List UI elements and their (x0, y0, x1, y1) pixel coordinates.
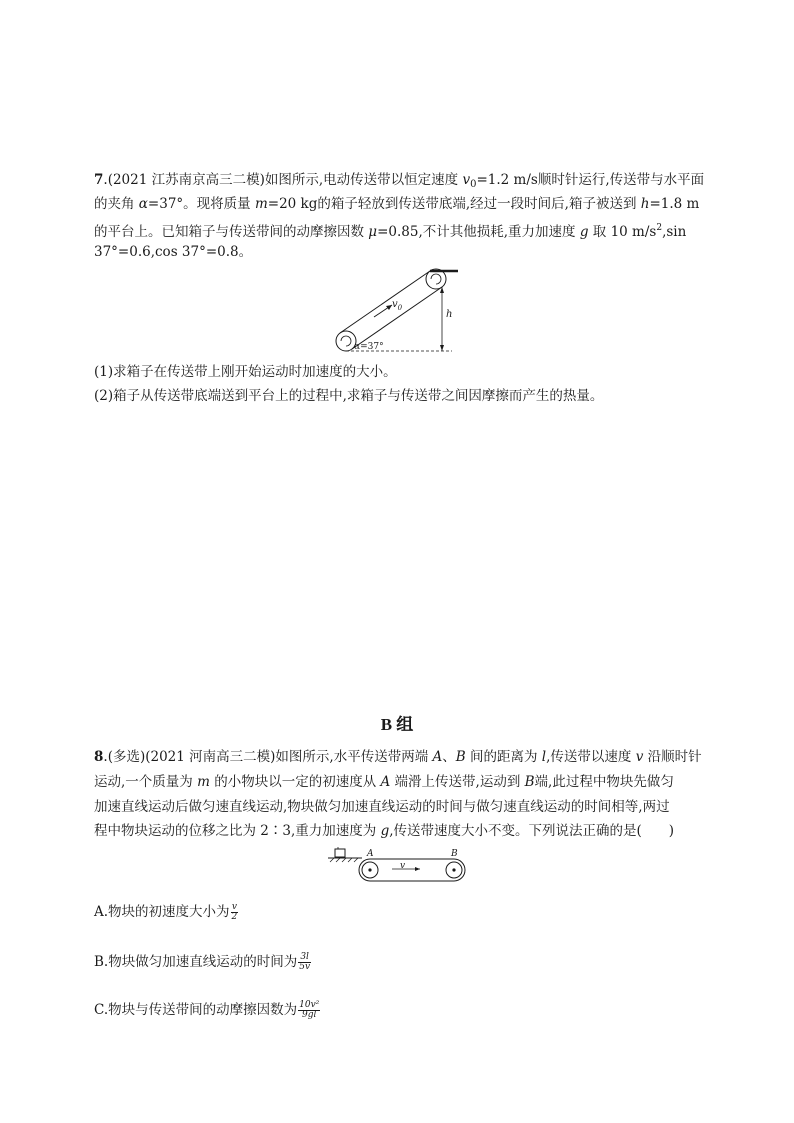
option-a-fraction: $\frac{v}{2}$ (231, 902, 238, 922)
h-label: h (446, 309, 453, 320)
angle-label: α=37° (354, 342, 384, 352)
belt-upper (340, 271, 430, 333)
q8-line-4: 程中物块运动的位移之比为 2∶3,重力加速度为 g,传送带速度大小不变。下列说法正确的是( ) (94, 823, 675, 839)
q8-line-3: 加速直线运动后做匀速直线运动,物块做匀加速直线运动的时间与做匀速直线运动的时间相等,两过 (94, 799, 670, 815)
bottom-roller-arrow (341, 336, 351, 346)
section-b-heading: B 组 (380, 715, 414, 734)
option-a: A.物块的初速度大小为 $\frac{v}{2}$ (94, 902, 238, 922)
v0-label: $v_0$ (392, 299, 403, 312)
horizontal-conveyor-figure (326, 845, 468, 885)
q8-number: 8 (94, 749, 104, 765)
platform-hatching (330, 858, 358, 862)
belt-lower (352, 287, 442, 349)
option-c: C.物块与传送带间的动摩擦因数为 $\frac{\text{10v²}}{9gl}$ (94, 1000, 320, 1020)
height-arrow-bottom (440, 345, 444, 351)
option-b: B.物块做匀加速直线运动的时间为 $\frac{3l}{5v}$ (94, 952, 311, 972)
v-label: v (400, 861, 406, 871)
q8-line-2: 运动,一个质量为 m 的小物块以一定的初速度从 A 端滑上传送带,运动到 B端,此过程中物块先做匀 (94, 774, 674, 790)
q7-sub-question-2: (2)箱子从传送带底端送到平台上的过程中,求箱子与传送带之间因摩擦而产生的热量。 (94, 388, 604, 404)
q7-number: 7 (94, 172, 104, 188)
q7-line-4: 37°=0.6,cos 37°=0.8。 (94, 244, 253, 260)
q7-line-1: 7.(2021 江苏南京高三二模)如图所示,电动传送带以恒定速度 $v_0=1.2$ m/s顺时针运行,传送带与水平面 (94, 172, 705, 190)
q7-line-3: 的平台上。已知箱子与传送带间的动摩擦因数 μ=0.85,不计其他损耗,重力加速度 g 取 10 $m/s^2,\sin$ (94, 223, 687, 240)
label-a: A (367, 849, 374, 859)
top-roller-arrow (431, 274, 441, 284)
option-b-fraction: $\frac{3l}{5v}$ (299, 952, 311, 972)
label-b: B (451, 849, 458, 859)
small-block (335, 849, 345, 857)
q7-sub-question-1: (1)求箱子在传送带上刚开始运动时加速度的大小。 (94, 364, 397, 380)
option-c-fraction: $\frac{\text{10v²}}{9gl}$ (299, 1000, 320, 1020)
inclined-conveyor-figure (330, 265, 460, 357)
q7-line-2: 的夹角 α=37°。现将质量 m=20 kg的箱子轻放到传送带底端,经过一段时间后,箱子被送到 h=1.8 m (94, 196, 700, 212)
q8-line-1: 8.(多选)(2021 河南高三二模)如图所示,水平传送带两端 A、B 间的距离为 l,传送带以速度 v 沿顺时针 (94, 749, 702, 765)
